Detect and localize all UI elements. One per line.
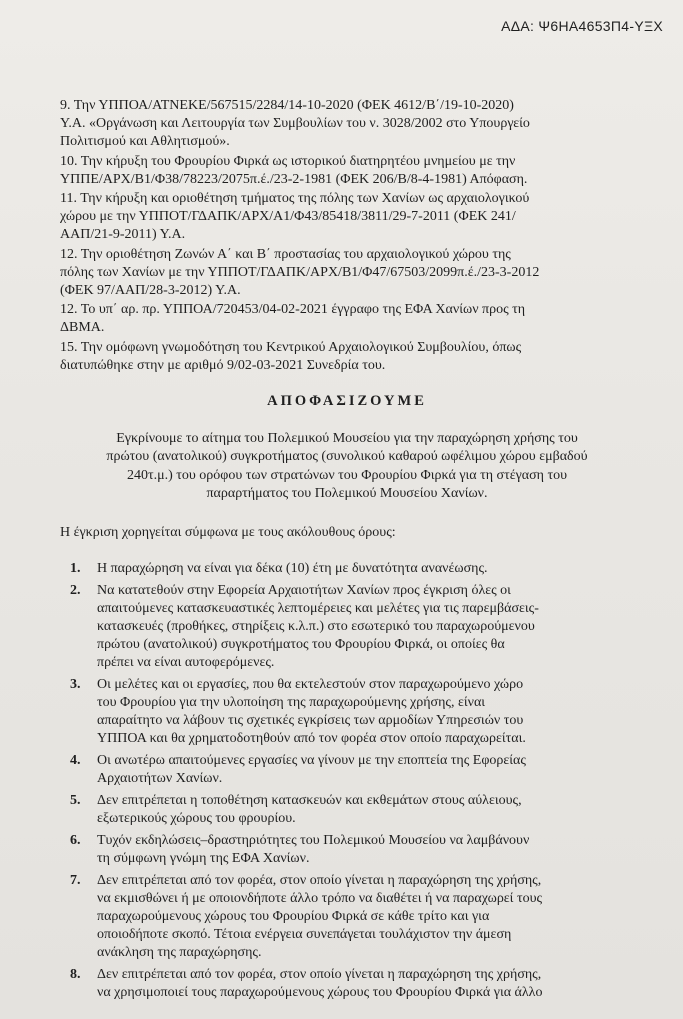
condition-line: ανάκληση της παραχώρησης. xyxy=(97,944,262,960)
condition-line: Δεν επιτρέπεται από τον φορέα, στον οποίο γίνεται η παραχώρηση της χρήσης, xyxy=(97,872,542,888)
reference-line: (ΦΕΚ 97/ΑΑΠ/28-3-2012) Υ.Α. xyxy=(60,283,241,299)
references-list xyxy=(60,97,634,375)
condition-number: 4. xyxy=(70,752,81,768)
condition-item xyxy=(60,966,634,1002)
reference-line: 9. Την ΥΠΠΟΑ/ΑΤΝΕΚΕ/567515/2284/14-10-2020 (ΦΕΚ 4612/Β΄/19-10-2020) xyxy=(60,98,514,113)
reference-line: 12. Την οριοθέτηση Ζωνών Α΄ και Β΄ προστασίας του αρχαιολογικού χώρου της xyxy=(60,246,511,262)
condition-number: 8. xyxy=(70,966,81,982)
condition-line: Δεν επιτρέπεται από τον φορέα, στον οποίο γίνεται η παραχώρηση της χρήσης, xyxy=(97,966,542,982)
condition-line: οποιοδήποτε σκοπό. Τέτοια ενέργεια συνεπάγεται τουλάχιστον την άμεση xyxy=(97,926,512,942)
condition-number: 3. xyxy=(70,676,81,692)
reference-line: 12. Το υπ΄ αρ. πρ. ΥΠΠΟΑ/720453/04-02-2021 έγγραφο της ΕΦΑ Χανίων προς τη xyxy=(60,302,526,318)
condition-line: του Φρουρίου για την υλοποίηση της παραχωρούμενης χρήσης, είναι xyxy=(97,694,486,710)
condition-item xyxy=(60,582,634,672)
reference-item xyxy=(60,153,634,189)
reference-line: ΥΠΠΕ/ΑΡΧ/Β1/Φ38/78223/2075π.έ./23-2-1981 (ΦΕΚ 206/Β/8-4-1981) Απόφαση. xyxy=(60,171,528,187)
condition-line: να εκμισθώνει ή με οποιονδήποτε άλλο τρόπο να διαθέτει ή να παραχωρεί τους xyxy=(97,890,543,906)
condition-number: 7. xyxy=(70,872,81,888)
approval-line: παραρτήματος του Πολεμικού Μουσείου Χανίων. xyxy=(206,486,488,502)
reference-item xyxy=(60,97,634,152)
reference-line: χώρου με την ΥΠΠΟΤ/ΓΔΑΠΚ/ΑΡΧ/Α1/Φ43/85418/3811/29-7-2011 (ΦΕΚ 241/ xyxy=(60,209,516,225)
condition-number: 2. xyxy=(70,582,81,598)
document-body xyxy=(60,97,634,1006)
condition-item xyxy=(60,676,634,748)
reference-line: 10. Την κήρυξη του Φρουρίου Φιρκά ως ιστορικού διατηρητέου μνημείου με την xyxy=(60,153,516,169)
condition-line: πρέπει να είναι αυτοφερόμενες. xyxy=(97,654,275,670)
reference-item xyxy=(60,301,634,337)
condition-line: Αρχαιοτήτων Χανίων. xyxy=(97,770,223,786)
condition-line: πρώτου (ανατολικού) συγκροτήματος του Φρουρίου Φιρκά, οι οποίες θα xyxy=(97,636,505,652)
condition-item xyxy=(60,792,634,828)
condition-line: Τυχόν εκδηλώσεις–δραστηριότητες του Πολεμικού Μουσείου να λαμβάνουν xyxy=(97,832,530,848)
decision-heading: ΑΠΟΦΑΣΙΖΟΥΜΕ xyxy=(267,393,427,410)
condition-item xyxy=(60,872,634,962)
condition-line: να χρησιμοποιεί τους παραχωρούμενους χώρους του Φρουρίου Φιρκά για άλλο xyxy=(97,984,543,1000)
condition-line: παραχωρούμενους χώρους του Φρουρίου Φιρκά σε κάθε τρίτο και για xyxy=(97,908,490,924)
reference-item xyxy=(60,246,634,301)
condition-line: Να κατατεθούν στην Εφορεία Αρχαιοτήτων Χανίων προς έγκριση όλες οι xyxy=(97,582,511,598)
reference-line: ΔΒΜΑ. xyxy=(60,320,105,336)
condition-line: εξωτερικούς χώρους του φρουρίου. xyxy=(97,810,296,826)
condition-item xyxy=(60,752,634,788)
conditions-list xyxy=(60,560,634,1002)
condition-line: ΥΠΠΟΑ και θα χρηματοδοτηθούν από τον φορέα στον οποίο παραχωρείται. xyxy=(97,730,526,746)
condition-line: κατασκευές (προθήκες, στηρίξεις κ.λ.π.) στο εσωτερικό του παραχωρούμενου xyxy=(97,618,535,634)
approval-line: Εγκρίνουμε το αίτημα του Πολεμικού Μουσείου για την παραχώρηση χρήσης του xyxy=(116,431,578,447)
reference-item xyxy=(60,190,634,245)
condition-item xyxy=(60,832,634,868)
condition-line: Οι ανωτέρω απαιτούμενες εργασίες να γίνουν με την εποπτεία της Εφορείας xyxy=(97,752,526,768)
ada-code: ΑΔΑ: Ψ6ΗΑ4653Π4-ΥΞΧ xyxy=(501,18,663,34)
reference-line: 15. Την ομόφωνη γνωμοδότηση του Κεντρικού Αρχαιολογικού Συμβουλίου, όπως xyxy=(60,339,522,355)
condition-line: απαιτούμενες κατασκευαστικές λεπτομέρειες και μελέτες για τις παρεμβάσεις- xyxy=(97,600,539,616)
approval-paragraph xyxy=(60,430,634,504)
condition-item xyxy=(60,560,634,578)
approval-line: 240τ.μ.) του ορόφου των στρατώνων του Φρουρίου Φιρκά για τη στέγαση του xyxy=(126,467,568,483)
reference-line: διατυπώθηκε στην με αριθμό 9/02-03-2021 Συνεδρία του. xyxy=(60,357,386,373)
condition-number: 6. xyxy=(70,832,81,848)
condition-line: Δεν επιτρέπεται η τοποθέτηση κατασκευών και εκθεμάτων στους αύλειους, xyxy=(97,792,522,808)
condition-number: 1. xyxy=(70,560,81,576)
condition-line: Οι μελέτες και οι εργασίες, που θα εκτελεστούν στον παραχωρούμενο χώρο xyxy=(97,676,524,692)
condition-number: 5. xyxy=(70,792,81,808)
condition-line: Η παραχώρηση να είναι για δέκα (10) έτη με δυνατότητα ανανέωσης. xyxy=(97,560,488,576)
reference-line: 11. Την κήρυξη και οριοθέτηση τμήματος της πόλης των Χανίων ως αρχαιολογικού xyxy=(60,191,530,207)
condition-line: τη σύμφωνη γνώμη της ΕΦΑ Χανίων. xyxy=(97,850,310,866)
reference-item xyxy=(60,339,634,375)
conditions-intro: Η έγκριση χορηγείται σύμφωνα με τους ακόλουθους όρους: xyxy=(60,524,396,540)
reference-line: ΑΑΠ/21-9-2011) Υ.Α. xyxy=(60,227,186,243)
reference-line: Υ.Α. «Οργάνωση και Λειτουργία των Συμβουλίων του ν. 3028/2002 στο Υπουργείο xyxy=(60,116,530,132)
approval-line: πρώτου (ανατολικού) συγκροτήματος (συνολικού καθαρού ωφέλιμου χώρου εμβαδού xyxy=(106,449,588,465)
reference-line: Πολιτισμού και Αθλητισμού». xyxy=(60,134,230,150)
reference-line: πόλης των Χανίων με την ΥΠΠΟΤ/ΓΔΑΠΚ/ΑΡΧ/Β1/Φ47/67503/2099π.έ./23-3-2012 xyxy=(60,264,540,280)
condition-line: απαραίτητο να λάβουν τις σχετικές εγκρίσεις των αρμοδίων Υπηρεσιών του xyxy=(97,712,524,728)
